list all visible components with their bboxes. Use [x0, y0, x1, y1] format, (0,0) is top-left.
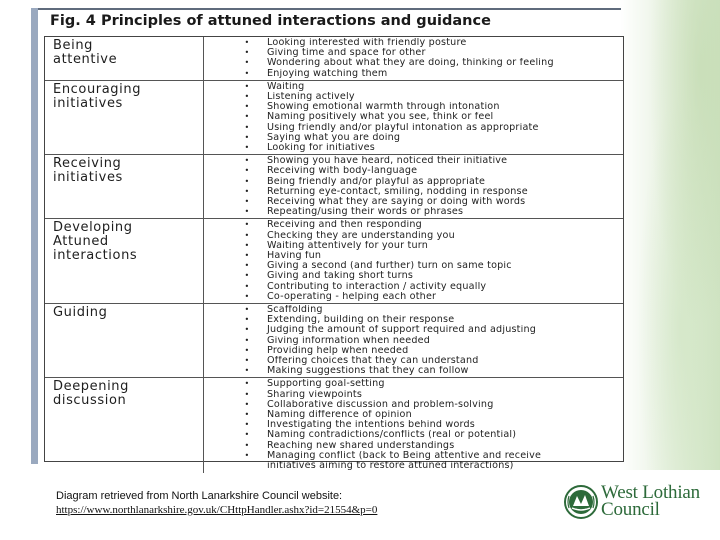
bullet-icon: • — [244, 389, 250, 399]
list-item-text: Giving and taking short turns — [267, 271, 414, 282]
list-item-text: Extending, building on their response — [267, 315, 455, 326]
list-item-text: Receiving and then responding — [267, 220, 422, 231]
figure-title: Fig. 4 Principles of attuned interactions and guidance — [38, 8, 621, 34]
bullet-icon: • — [244, 271, 250, 281]
list-item-text: Giving time and space for other — [267, 48, 426, 59]
list-item — [203, 251, 623, 261]
table-section — [45, 37, 623, 81]
list-item-text: Showing emotional warmth through intonation — [267, 102, 500, 113]
background-wash — [620, 0, 720, 470]
list-item-text: Using friendly and/or playful intonation as appropriate — [267, 122, 539, 133]
bullet-icon: • — [244, 450, 250, 460]
bullet-icon: • — [244, 230, 250, 240]
list-item — [203, 231, 623, 241]
bullet-icon: • — [244, 366, 250, 376]
list-item-text: Repeating/using their words or phrases — [267, 207, 464, 218]
bullet-icon: • — [244, 305, 250, 314]
list-item-text: initiatives aiming to restore attuned interactions) — [267, 460, 514, 471]
list-item — [203, 346, 623, 356]
bullet-icon: • — [244, 132, 250, 142]
section-label: Developing Attuned interactions — [53, 220, 138, 264]
list-item — [203, 271, 623, 281]
council-logo — [563, 482, 713, 522]
list-item — [203, 336, 623, 346]
list-item — [203, 207, 623, 217]
section-items — [203, 379, 623, 471]
bullet-icon: • — [244, 112, 250, 122]
list-item-text: Receiving with body-language — [267, 166, 418, 177]
section-items — [203, 156, 623, 217]
list-item-text: Showing you have heard, noticed their initiative — [267, 156, 508, 167]
list-item-text: Reaching new shared understandings — [267, 440, 455, 451]
table-section — [45, 81, 623, 155]
bullet-icon: • — [244, 186, 250, 196]
list-item-text: Listening actively — [267, 91, 355, 102]
bullet-icon: • — [244, 166, 250, 176]
list-item-text: Investigating the intentions behind words — [267, 420, 475, 431]
bullet-icon: • — [244, 261, 250, 271]
bullet-icon: • — [244, 399, 250, 409]
bullet-icon: • — [244, 315, 250, 325]
logo-text-line1: West Lothian — [601, 482, 700, 503]
list-item-text: Scaffolding — [267, 305, 323, 315]
list-item — [203, 156, 623, 166]
bullet-icon: • — [244, 379, 250, 389]
bullet-icon: • — [244, 291, 250, 301]
list-item — [203, 379, 623, 389]
bullet-icon: • — [244, 420, 250, 430]
bullet-icon: • — [244, 325, 250, 335]
list-item-text: Managing conflict (back to Being attentive and receive — [267, 450, 542, 461]
list-item-text: Naming difference of opinion — [267, 409, 412, 420]
list-item — [203, 315, 623, 325]
list-item-text: Looking interested with friendly posture — [267, 38, 467, 48]
bullet-icon: • — [244, 122, 250, 132]
list-item-text: Sharing viewpoints — [267, 389, 363, 400]
logo-text-line2: Council — [601, 499, 660, 520]
list-item — [203, 69, 623, 79]
list-item — [203, 451, 623, 461]
bullet-icon: • — [244, 281, 250, 291]
list-item — [203, 356, 623, 366]
bullet-icon: • — [244, 430, 250, 440]
section-label: Encouraging initiatives — [53, 81, 142, 111]
list-item-text: Supporting goal-setting — [267, 379, 385, 390]
caption-text: Diagram retrieved from North Lanarkshire Council website: — [56, 490, 343, 502]
list-item-text: Waiting attentively for your turn — [267, 240, 429, 251]
list-item — [203, 390, 623, 400]
section-label: Being attentive — [53, 38, 118, 67]
list-item — [203, 292, 623, 302]
list-item-text: Naming contradictions/conflicts (real or potential) — [267, 430, 517, 441]
bullet-icon: • — [244, 142, 250, 152]
figure-image — [31, 8, 621, 471]
list-item — [203, 123, 623, 133]
bullet-icon: • — [244, 196, 250, 206]
list-item-text: Looking for initiatives — [267, 142, 375, 153]
list-item-text: Enjoying watching them — [267, 68, 388, 79]
bullet-icon: • — [244, 68, 250, 78]
table-section — [45, 155, 623, 219]
bullet-icon: • — [244, 156, 250, 166]
list-item-text: Making suggestions that they can follow — [267, 366, 469, 377]
list-item-text: Being friendly and/or playful as appropriate — [267, 176, 486, 187]
section-items — [203, 220, 623, 302]
list-item-text: Co-operating - helping each other — [267, 291, 437, 302]
list-item — [203, 366, 623, 376]
list-item — [203, 187, 623, 197]
section-label: Guiding — [53, 305, 108, 320]
list-item-text: Waiting — [267, 81, 305, 92]
list-item-text: Having fun — [267, 250, 322, 261]
west-lothian-crest-icon — [563, 484, 599, 520]
list-item — [203, 92, 623, 102]
bullet-icon: • — [244, 355, 250, 365]
list-item-text: Giving a second (and further) turn on same topic — [267, 261, 512, 272]
list-item — [203, 177, 623, 187]
bullet-icon: • — [244, 409, 250, 419]
list-item — [203, 400, 623, 410]
list-item — [203, 133, 623, 143]
principles-table — [44, 36, 624, 471]
section-items — [203, 82, 623, 153]
bullet-icon: • — [244, 335, 250, 345]
section-label: Deepening discussion — [53, 379, 129, 409]
list-item — [203, 441, 623, 451]
bullet-icon: • — [244, 81, 250, 91]
list-item-text: Offering choices that they can understand — [267, 355, 479, 366]
list-item — [203, 112, 623, 122]
table-section — [45, 219, 623, 304]
list-item-text: Returning eye-contact, smiling, nodding in response — [267, 186, 528, 197]
section-items — [203, 305, 623, 376]
list-item-text: Receiving what they are saying or doing with words — [267, 196, 526, 207]
list-item — [203, 197, 623, 207]
list-item — [203, 261, 623, 271]
list-item — [203, 241, 623, 251]
list-item — [203, 38, 623, 48]
bullet-icon: • — [244, 207, 250, 217]
bullet-icon: • — [244, 91, 250, 101]
section-label: Receiving initiatives — [53, 156, 123, 186]
list-item — [203, 48, 623, 58]
list-item-text: Collaborative discussion and problem-solving — [267, 399, 494, 410]
bullet-icon: • — [244, 48, 250, 58]
bullet-icon: • — [244, 240, 250, 250]
list-item-text: Naming positively what you see, think or feel — [267, 112, 494, 123]
list-item — [203, 430, 623, 440]
list-item — [203, 325, 623, 335]
list-item-text: Contributing to interaction / activity equally — [267, 281, 487, 292]
list-item — [203, 58, 623, 68]
bullet-icon: • — [244, 440, 250, 450]
table-section — [45, 378, 623, 473]
list-item-text: Wondering about what they are doing, thinking or feeling — [267, 58, 554, 69]
list-item — [203, 282, 623, 292]
list-item — [203, 82, 623, 92]
list-item-text: Giving information when needed — [267, 335, 431, 346]
list-item — [203, 102, 623, 112]
list-item — [203, 220, 623, 230]
source-link[interactable]: https://www.northlanarkshire.gov.uk/CHttpHandler.ashx?id=21554&p=0 — [56, 504, 378, 516]
bullet-icon: • — [244, 102, 250, 112]
list-item-text: Saying what you are doing — [267, 132, 401, 143]
list-item — [203, 461, 623, 471]
list-item — [203, 166, 623, 176]
list-item — [203, 305, 623, 315]
bullet-icon: • — [244, 220, 250, 230]
list-item-text: Judging the amount of support required and adjusting — [267, 325, 537, 336]
list-item — [203, 143, 623, 153]
section-items — [203, 38, 623, 79]
bullet-icon: • — [244, 345, 250, 355]
bullet-icon: • — [244, 250, 250, 260]
list-item-text: Checking they are understanding you — [267, 230, 455, 241]
list-item — [203, 420, 623, 430]
list-item — [203, 410, 623, 420]
list-item-text: Providing help when needed — [267, 345, 409, 356]
bullet-icon: • — [244, 38, 250, 47]
table-section — [45, 304, 623, 378]
bullet-icon: • — [244, 176, 250, 186]
bullet-icon: • — [244, 58, 250, 68]
